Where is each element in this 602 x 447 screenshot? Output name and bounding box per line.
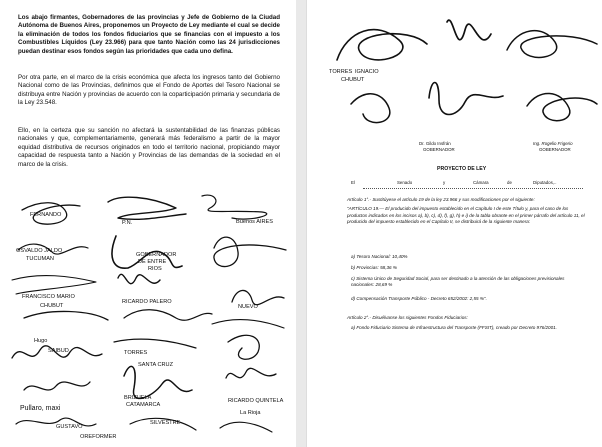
hand-label: RICARDO PALERO xyxy=(122,299,172,305)
header-word: Senado xyxy=(397,180,413,185)
signature xyxy=(214,237,286,266)
hand-label: OREFORMER xyxy=(80,434,117,440)
header-word: Diputados,.. xyxy=(533,180,557,185)
signature xyxy=(124,310,212,321)
signature xyxy=(212,320,284,328)
second-paragraph: Por otra parte, en el marco de la crisis económica que afecta los ingresos tanto del Gobierno Nacional como de las Provincias, definimos que el Fondo de Aportes del Tesoro Nacional se distribuya entre Nación y provincias de acuerdo con la coparticipación primaria y secundaria de la Ley 23.548. xyxy=(18,74,280,107)
signature xyxy=(351,94,390,123)
distribution-item: d) Compensación Transporte Público - Decreto 652/2002: 2,55 %". xyxy=(351,296,487,301)
hand-label: IGNACIO xyxy=(355,69,379,75)
signature xyxy=(114,339,196,348)
signature xyxy=(220,422,272,432)
left-page xyxy=(0,0,296,447)
header-dotted-line xyxy=(363,188,583,189)
hand-label: SANTA CRUZ xyxy=(138,362,174,368)
hand-label: SAIBUD xyxy=(48,348,69,354)
signature xyxy=(447,20,491,40)
header-word: de xyxy=(507,180,512,185)
signature xyxy=(226,368,276,378)
signature xyxy=(124,366,192,398)
hand-label: Buenos AIRES xyxy=(236,219,274,225)
hand-label: FERNANDO xyxy=(30,212,62,218)
document-title: PROYECTO DE LEY xyxy=(437,166,487,172)
hand-label: DE ENTRE xyxy=(138,259,167,265)
signature xyxy=(527,93,597,120)
hand-label: TORRES xyxy=(124,350,148,356)
signatory-name: Ing. Rogelio Frigerio xyxy=(533,141,573,146)
signature xyxy=(12,276,96,294)
hand-label: P.N. xyxy=(122,220,133,226)
hand-label: GOBERNADOR xyxy=(136,252,177,258)
signature xyxy=(429,83,503,115)
hand-label: CHUBUT xyxy=(40,303,64,309)
hand-label: TORRES xyxy=(329,69,353,75)
hand-label: Hugo xyxy=(34,338,48,344)
third-paragraph: Ello, en la certeza que su sanción no afectará la sustentabilidad de las finanzas públicas nacionales y que, complementariamente, generará más federalismo a partir de la mayor equidad distributiva de recursos originados en todo el territorio nacional, propiciando mayor capacidad de respuesta tanto a Nación y Provincias de las demandas de la sociedad en el marco de la crisis. xyxy=(18,127,280,168)
signature xyxy=(118,274,160,283)
signature xyxy=(507,31,597,58)
article-2-item: a) Fondo Fiduciario Sistema de Infraestructura del Transporte (FFSIT), creado por Decreto 976/2001. xyxy=(351,325,557,330)
intro-paragraph: Los abajo firmantes, Gobernadores de las provincias y Jefe de Gobierno de la Ciudad Autónoma de Buenos Aires, proponemos un Proyecto de Ley mediante el cual se decide la eliminación de todos los fondos fiduciarios que se financias con el impuesto a los Combustibles Líquidos (Ley 23.966) para que tanto Nación como las 24 jurisdicciones puedan destinar esos fondos según las prioridades que cada uno defina. xyxy=(18,14,280,55)
hand-label: SILVESTRE xyxy=(150,420,181,426)
article-2-intro: Artículo 2°.- Disuélvanse los siguientes Fondos Fiduciarios: xyxy=(347,315,468,320)
hand-label: OSVALDO JALDO xyxy=(16,248,63,254)
signature xyxy=(24,382,90,390)
distribution-item: b) Provincias: 58,36 % xyxy=(351,265,397,270)
signature xyxy=(108,197,186,219)
distribution-item: a) Tesoro Nacional: 10,40% xyxy=(351,254,408,259)
hand-label: BRIZUELA xyxy=(124,395,152,401)
distribution-item: c) Sistema Único de Seguridad Social, para ser destinado a la atención de las obligaciones previsionales nacionales: 28,69 % xyxy=(351,276,565,288)
signature xyxy=(232,290,284,304)
signatory-name: Dr. Gildo Insfrán xyxy=(419,141,451,146)
hand-label: Pullaro, maxi xyxy=(20,405,61,412)
signatory-role: GOBERNADOR xyxy=(423,147,455,152)
article-1-intro: Artículo 1°.- Sustitúyese el artículo 19 de la ley 23.966 y sus modificaciones por el siguiente: xyxy=(347,197,535,202)
header-word: El xyxy=(351,180,355,185)
signatory-role: GOBERNADOR xyxy=(539,147,571,152)
signature xyxy=(202,195,267,219)
hand-label: CATAMARCA xyxy=(126,402,161,408)
hand-label: NUEVO xyxy=(238,304,258,310)
right-page xyxy=(306,0,602,447)
hand-label: RIOS xyxy=(148,266,162,272)
hand-label: FRANCISCO MARIO xyxy=(22,294,75,300)
hand-label: CHUBUT xyxy=(341,77,365,83)
header-word: y xyxy=(443,180,446,185)
page-gutter xyxy=(296,0,306,447)
signature xyxy=(337,30,427,60)
signature xyxy=(24,311,108,320)
hand-label: La Rioja xyxy=(240,410,261,416)
hand-label: RICARDO QUINTELA xyxy=(228,398,284,404)
article-1-quote: "ARTÍCULO 19.— El producido del impuesto establecido en el Capítulo I de este Título y, para el caso de los productos indicados en los incisos a), b), c), d), f), g), h) e i) de la tabla obrante en el primer párrafo del artículo 11, el producido del impuesto establecido en el Capítulo II, se distribuirá de la siguiente manera: xyxy=(347,206,585,225)
header-word: Cámara xyxy=(473,180,489,185)
signature xyxy=(228,335,259,359)
hand-label: TUCUMAN xyxy=(26,256,54,262)
hand-label: GUSTAVO xyxy=(56,424,83,430)
